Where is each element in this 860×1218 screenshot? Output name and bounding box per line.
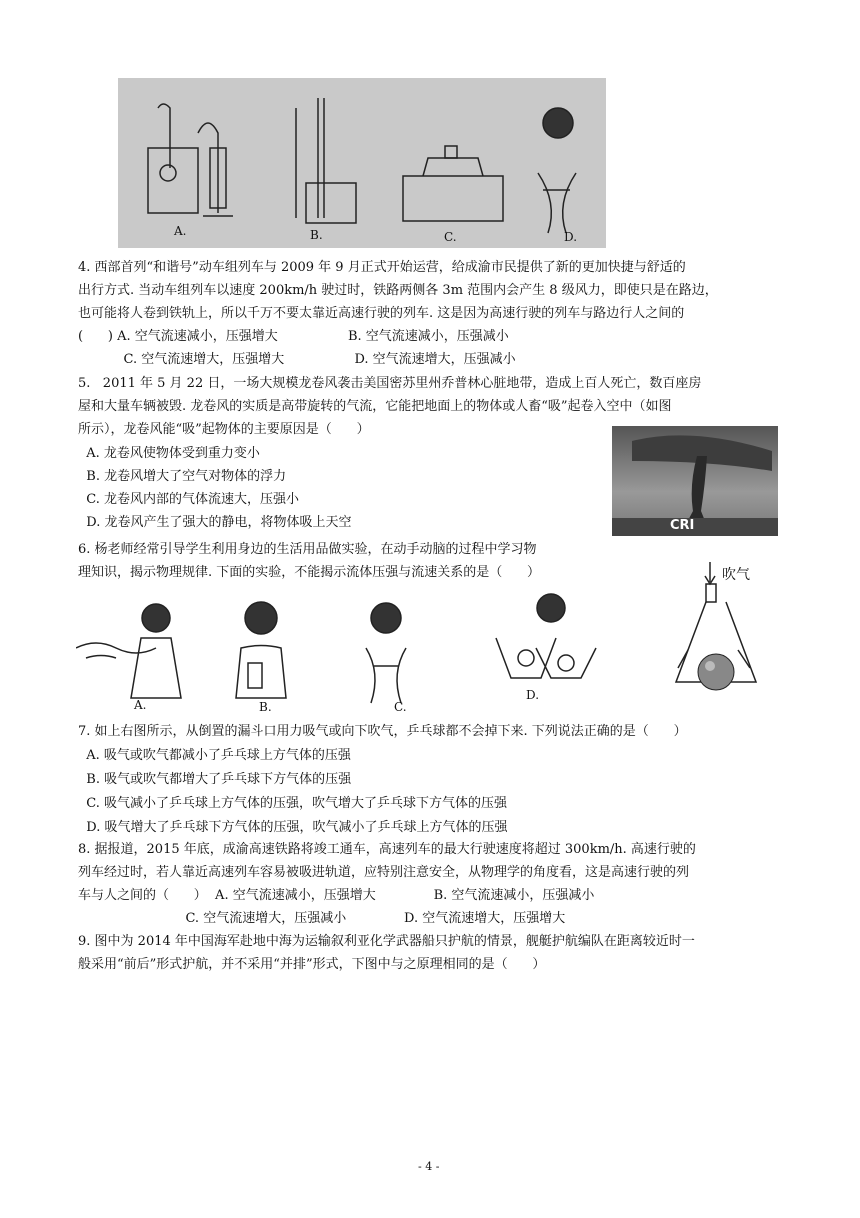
q9-line2: 般采用“前后”形式护航，并不采用“并排”形式，下图中与之原理相同的是（ ） [78, 957, 546, 972]
funnel-figure [668, 562, 788, 702]
q8-line3: 车与人之间的（ ） A. 空气流速减小，压强增大 B. 空气流速减小，压强减小 [78, 888, 595, 903]
q8-line1: 8. 据报道，2015 年底，成渝高速铁路将竣工通车，高速列车的最大行驶速度将超过 300km/h. 高速行驶的 [78, 842, 696, 857]
q7-option-a: A. 吸气或吹气都减小了乒乓球上方气体的压强 [78, 748, 351, 763]
tornado-photo [612, 426, 778, 536]
q6-label-c: C. [394, 700, 407, 714]
q6-line2: 理知识，揭示物理规律. 下面的实验，不能揭示流体压强与流速关系的是（ ） [78, 565, 541, 580]
q4-line1: 4. 西部首列“和谐号”动车组列车与 2009 年 9 月正式开始运营，给成渝市民提供了新的更加快捷与舒适的 [78, 260, 686, 275]
q6-label-a: A. [134, 698, 147, 712]
top-figure [118, 78, 606, 248]
q5-option-c: C. 龙卷风内部的气体流速大，压强小 [78, 492, 300, 507]
q6-label-d: D. [526, 688, 540, 702]
blow-label: 吹气 [722, 567, 750, 583]
q4-line2: 出行方式. 当动车组列车以速度 200km/h 驶过时，铁路两侧各 3m 范围内会产生 8 级风力，即使只是在路边， [78, 283, 718, 298]
q6-line1: 6. 杨老师经常引导学生利用身边的生活用品做实验，在动手动脑的过程中学习物 [78, 542, 537, 557]
q4-line3: 也可能将人卷到铁轨上，所以千万不要太靠近高速行驶的列车. 这是因为高速行驶的列车与路边行人之间的 [78, 306, 685, 321]
q5-line1: 5. 2011 年 5 月 22 日，一场大规模龙卷风袭击美国密苏里州乔普林心脏地带，造成上百人死亡，数百座房 [78, 376, 702, 391]
q7-line1: 7. 如上右图所示，从倒置的漏斗口用力吸气或向下吹气，乒乓球都不会掉下来. 下列说法正确的是（ ） [78, 724, 687, 739]
q9-line1: 9. 图中为 2014 年中国海军赴地中海为运输叙利亚化学武器船只护航的情景，舰艇护航编队在距离较近时一 [78, 934, 695, 949]
q6-figure-row [76, 588, 636, 718]
q5-line2: 屋和大量车辆被毁. 龙卷风的实质是高带旋转的气流，它能把地面上的物体或人畜“吸”起卷入空中（如图 [78, 399, 672, 414]
q8-line2: 列车经过时，若人靠近高速列车容易被吸进轨道，应特别注意安全，从物理学的角度看，这是高速行驶的列 [78, 865, 690, 880]
photo-watermark: CRI [670, 518, 695, 533]
q4-line4: ( ) A. 空气流速减小，压强增大 B. 空气流速减小，压强减小 [78, 329, 509, 344]
q7-option-d: D. 吸气增大了乒乓球下方气体的压强，吹气减小了乒乓球上方气体的压强 [78, 820, 508, 835]
q8-line4: C. 空气流速增大，压强减小 D. 空气流速增大，压强增大 [78, 911, 566, 926]
fig-label-d: D. [564, 230, 578, 244]
fig-label-a: A. [174, 224, 187, 238]
q5-option-b: B. 龙卷风增大了空气对物体的浮力 [78, 469, 287, 484]
q7-option-c: C. 吸气减小了乒乓球上方气体的压强，吹气增大了乒乓球下方气体的压强 [78, 796, 508, 811]
q5-option-d: D. 龙卷风产生了强大的静电，将物体吸上天空 [78, 515, 352, 530]
q4-line5: C. 空气流速增大，压强增大 D. 空气流速增大，压强减小 [78, 352, 516, 367]
q5-option-a: A. 龙卷风使物体受到重力变小 [78, 446, 260, 461]
q5-line3: 所示），龙卷风能“吸”起物体的主要原因是（ ） [78, 422, 370, 437]
fig-label-b: B. [310, 228, 323, 242]
q7-option-b: B. 吸气或吹气都增大了乒乓球下方气体的压强 [78, 772, 352, 787]
fig-label-c: C. [444, 230, 457, 244]
page-number: - 4 - [418, 1160, 440, 1173]
q6-label-b: B. [259, 700, 272, 714]
